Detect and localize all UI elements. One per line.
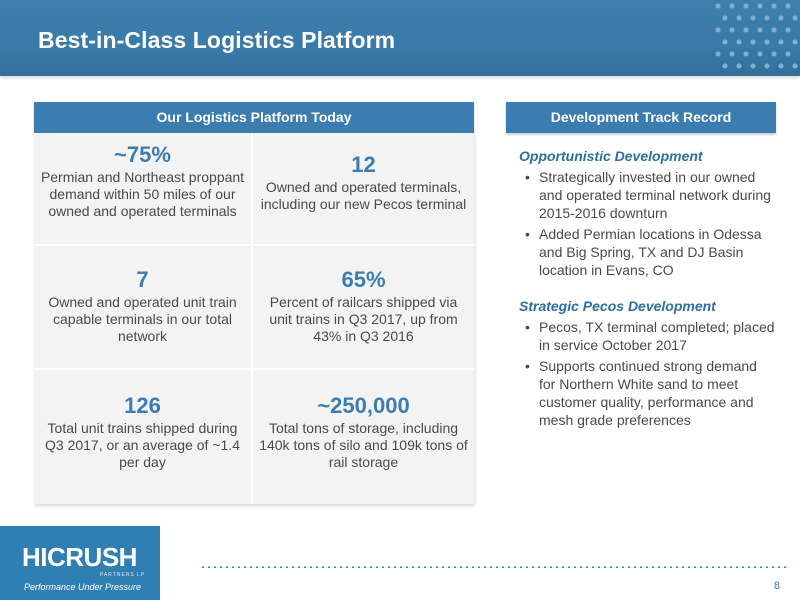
stat-cell-terminals — [253, 133, 474, 246]
track-record-title: Development Track Record — [506, 102, 776, 133]
stat-description: Percent of railcars shipped via unit trains in Q3 2017, up from 43% in Q3 2016 — [269, 294, 458, 344]
stat-description: Total unit trains shipped during Q3 2017, or an average of ~1.4 per day — [45, 420, 240, 470]
stat-description: Permian and Northeast proppant demand within 50 miles of our owned and operated terminals — [40, 169, 245, 219]
stats-grid — [34, 133, 474, 504]
stat-cell-unit-train-terminals — [34, 246, 253, 370]
logistics-platform-panel — [34, 102, 474, 504]
section-heading-pecos: Strategic Pecos Development — [519, 298, 716, 314]
stat-value: 126 — [124, 393, 161, 418]
stat-cell-demand — [34, 133, 253, 246]
page-number: 8 — [773, 580, 780, 592]
stat-description: Owned and operated unit train capable terminals in our total network — [48, 294, 237, 344]
bullet-item: • Supports continued strong demand for Northern White sand to meet customer quality, performance and mesh grade preferences — [506, 357, 776, 429]
section-heading-opportunistic: Opportunistic Development — [519, 148, 703, 164]
logo-subtext: PARTNERS LP — [100, 572, 146, 578]
bullet-item: • Added Permian locations in Odessa and Big Spring, TX and DJ Basin location in Evans, CO — [506, 225, 776, 279]
bullet-item: • Pecos, TX terminal completed; placed in service October 2017 — [506, 318, 776, 354]
logo-wordmark: HICRUSH — [22, 542, 137, 572]
bullet-list — [506, 168, 776, 279]
footer-dotted-divider — [200, 566, 790, 568]
logo-tagline: Performance Under Pressure — [24, 582, 142, 592]
logistics-panel-title: Our Logistics Platform Today — [34, 102, 474, 133]
track-record-panel — [506, 102, 776, 432]
stat-value: 7 — [136, 267, 149, 292]
stat-description: Total tons of storage, including 140k tons of silo and 109k tons of rail storage — [259, 420, 468, 470]
stat-value: 65% — [341, 267, 386, 292]
bullet-item: • Strategically invested in our owned and operated terminal network during 2015-2016 downturn — [506, 168, 776, 222]
company-logo — [0, 526, 160, 600]
stat-description: Owned and operated terminals, including our new Pecos terminal — [260, 179, 467, 212]
bullet-list — [506, 318, 776, 429]
stat-value: 12 — [351, 152, 376, 177]
stat-value: ~75% — [114, 142, 171, 167]
slide-title: Best-in-Class Logistics Platform — [38, 27, 396, 53]
header-band — [0, 0, 800, 76]
stat-cell-railcars — [253, 246, 474, 370]
stat-cell-storage — [253, 370, 474, 504]
stat-cell-unit-trains — [34, 370, 253, 504]
stat-value: ~250,000 — [317, 393, 410, 418]
dot-pattern-decoration — [710, 0, 800, 76]
